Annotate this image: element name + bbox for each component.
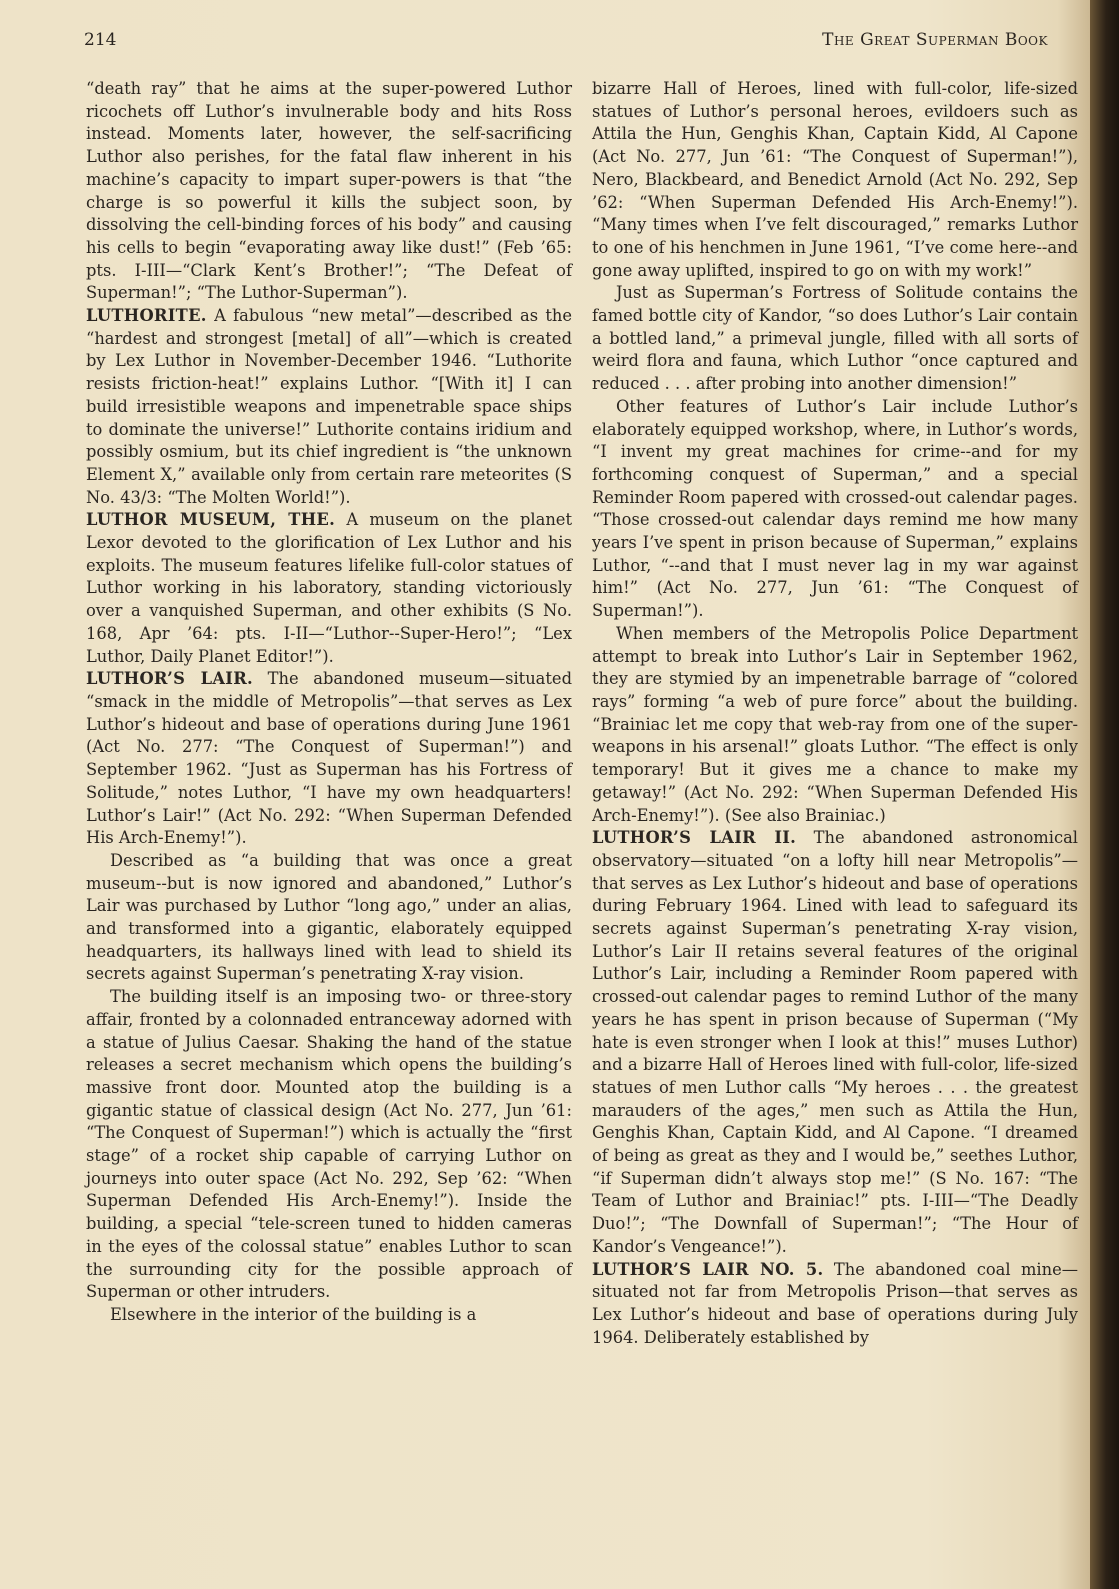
paragraph: bizarre Hall of Heroes, lined with full-color, life-sized statues of Luthor’s personal heroes, evildoers such as Attila the Hun, Genghis Khan, Captain Kidd, Al Capone (Act No. 277, Jun ’61: “The Conquest of Superman!”), Nero, Blackbeard, and Benedict Arnold (Act No. 292, Sep ’62: “When Superman Defended His Arch-Enemy!”). “Many times when I’ve felt discouraged,” remarks Luthor to one of his henchmen in June 1961, “I’ve come here--and gone away uplifted, inspired to go on with my work!”	[592, 79, 1078, 280]
paragraph: Elsewhere in the interior of the building is a	[110, 1304, 477, 1324]
paragraph: The building itself is an imposing two- or three-story affair, fronted by a colonnaded entranceway adorned with a statue of Julius Caesar. Shaking the hand of the statue releases a secret mechanism which opens the building’s massive front door. Mounted atop the building is a gigantic statue of classical design (Act No. 277, Jun ’61: “The Conquest of Superman!”) which is actually the “first stage” of a rocket ship capable of carrying Luthor on journeys into outer space (Act No. 292, Sep ’62: “When Superman Defended His Arch-Enemy!”). Inside the building, a special “tele-screen tuned to hidden cameras in the eyes of the colossal statue” enables Luthor to scan the surrounding city for the possible approach of Superman or other intruders.	[86, 987, 572, 1302]
headword: LUTHOR’S LAIR II.	[592, 828, 797, 848]
left-column	[86, 78, 572, 1327]
entry-luthors-lair: LUTHOR’S LAIR. The abandoned museum—situated “smack in the middle of Metropolis”—that serves as Lex Luthor’s hideout and base of operations during June 1961 (Act No. 277: “The Conquest of Superman!”) and September 1962. “Just as Superman has his Fortress of Solitude,” notes Luthor, “I have my own headquarters! Luthor’s Lair!” (Act No. 292: “When Superman Defended His Arch-Enemy!”).	[86, 669, 572, 848]
headword: LUTHOR’S LAIR.	[86, 669, 254, 689]
entry-luthorite: LUTHORITE. A fabulous “new metal”—described as the “hardest and strongest [metal] of all”—which is created by Lex Luthor in November-December 1946. “Luthorite resists friction-heat!” explains Luthor. “[With it] I can build irresistible weapons and impenetrable space ships to dominate the universe!” Luthorite contains iridium and possibly osmium, but its chief ingredient is “the unknown Element X,” available only from certain rare meteorites (S No. 43/3: “The Molten World!”).	[86, 306, 572, 507]
page-binding-edge	[1090, 0, 1119, 1589]
entry-luthors-lair-ii: LUTHOR’S LAIR II. The abandoned astronomical observatory—situated “on a lofty hill near Metropolis”—that serves as Lex Luthor’s hideout and base of operations during February 1964. Lined with lead to safeguard its secrets against Superman’s penetrating X-ray vision, Luthor’s Lair II retains several features of the original Luthor’s Lair, including a Reminder Room papered with crossed-out calendar pages to remind Luthor of the many years he has spent in prison because of Superman (“My hate is even stronger when I look at this!” muses Luthor) and a bizarre Hall of Heroes lined with full-color, life-sized statues of men Luthor calls “My heroes . . . the greatest marauders of the ages,” men such as Attila the Hun, Genghis Khan, Captain Kidd, and Al Capone. “I dreamed of being as great as they and I would be,” seethes Luthor, “if Superman didn’t always stop me!” (S No. 167: “The Team of Luthor and Brainiac!” pts. I-III—“The Deadly Duo!”; “The Downfall of Superman!”; “The Hour of Kandor’s Vengeance!”).	[592, 828, 1078, 1256]
paragraph: Described as “a building that was once a great museum--but is now ignored and abandoned,” Luthor’s Lair was purchased by Luthor “long ago,” under an alias, and transformed into a gigantic, elaborately equipped headquarters, its hallways lined with lead to shield its secrets against Superman’s penetrating X-ray vision.	[86, 850, 572, 984]
book-title: The Great Superman Book	[822, 30, 1048, 50]
page-number: 214	[84, 30, 117, 50]
entry-luthors-lair-no-5: LUTHOR’S LAIR NO. 5. The abandoned coal mine—situated not far from Metropolis Prison—that serves as Lex Luthor’s hideout and base of operations during July 1964. Deliberately established by	[592, 1259, 1078, 1347]
running-header	[84, 28, 1048, 58]
paragraph: Just as Superman’s Fortress of Solitude contains the famed bottle city of Kandor, “so does Luthor’s Lair contain a bottled land,” a primeval jungle, filled with all sorts of weird flora and fauna, which Luthor “once captured and reduced . . . after probing into another dimension!”	[592, 283, 1078, 394]
right-column	[592, 78, 1078, 1349]
entry-luthor-museum: LUTHOR MUSEUM, THE. A museum on the planet Lexor devoted to the glorification of Lex Luthor and his exploits. The museum features lifelike full-color statues of Luthor working in his laboratory, standing victoriously over a vanquished Superman, and other exhibits (S No. 168, Apr ’64: pts. I-II—“Luthor--Super-Hero!”; “Lex Luthor, Daily Planet Editor!”).	[86, 510, 572, 666]
headword: LUTHOR MUSEUM, THE.	[86, 510, 336, 530]
paragraph: When members of the Metropolis Police Department attempt to break into Luthor’s Lair in September 1962, they are stymied by an impenetrable barrage of “colored rays” forming “a web of pure force” about the building. “Brainiac let me copy that web-ray from one of the super-weapons in his arsenal!” gloats Luthor. “The effect is only temporary! But it gives me a chance to make my getaway!” (Act No. 292: “When Superman Defended His Arch-Enemy!”). (See also Brainiac.)	[592, 623, 1078, 825]
headword: LUTHORITE.	[86, 306, 207, 326]
paragraph: Other features of Luthor’s Lair include Luthor’s elaborately equipped workshop, where, in Luthor’s words, “I invent my great machines for crime--and for my forthcoming conquest of Superman,” and a special Reminder Room papered with crossed-out calendar pages. “Those crossed-out calendar days remind me how many years I’ve spent in prison because of Superman,” explains Luthor, “--and that I must never lag in my war against him!” (Act No. 277, Jun ’61: “The Conquest of Superman!”).	[592, 396, 1078, 621]
headword: LUTHOR’S LAIR NO. 5.	[592, 1259, 824, 1279]
paragraph: “death ray” that he aims at the super-powered Luthor ricochets off Luthor’s invulnerable body and hits Ross instead. Moments later, however, the self-sacrificing Luthor also perishes, for the fatal flaw inherent in his machine’s capacity to impart super-powers is that “the charge is so powerful it kills the subject soon, by dissolving the cell-binding forces of his body” and causing his cells to begin “evaporating away like dust!” (Feb ’65: pts. I-III—“Clark Kent’s Brother!”; “The Defeat of Superman!”; “The Luthor-Superman”).	[86, 79, 572, 303]
